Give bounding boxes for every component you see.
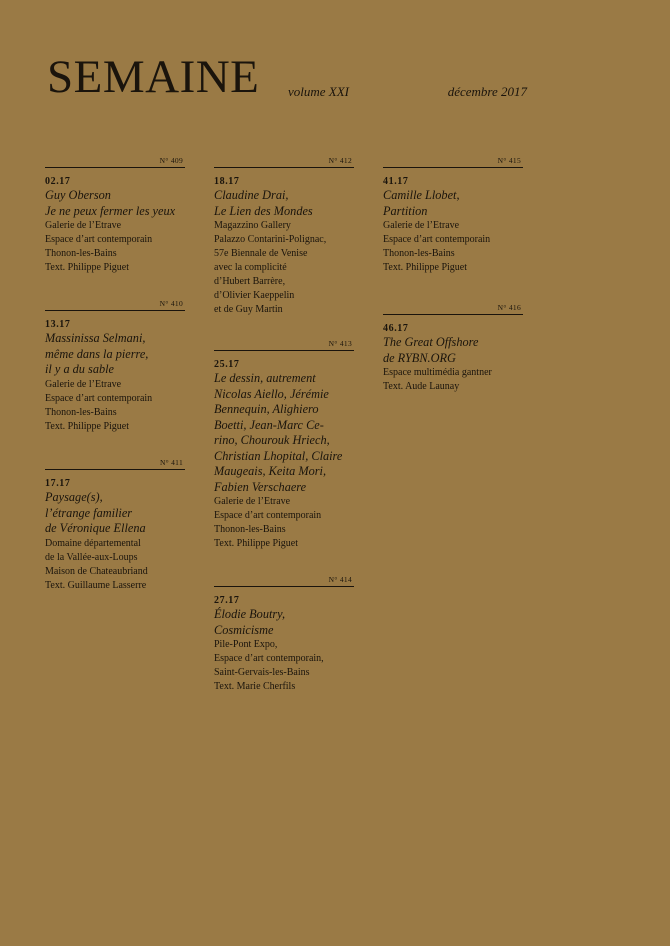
issue-date: décembre 2017 [447, 84, 527, 99]
entry-info-line: et de Guy Martin [214, 304, 283, 315]
entry-number: N° 409 [159, 156, 183, 165]
entry-416 [383, 303, 523, 394]
entry-title-line: de RYBN.ORG [383, 350, 456, 365]
entry-info-line: de la Vallée-aux-Loups [45, 551, 138, 563]
entry-title-line: Le dessin, autrement [214, 371, 316, 385]
entry-title-line: il y a du sable [45, 362, 114, 376]
entry-title-line: même dans la pierre, [45, 346, 149, 361]
entry-date: 25.17 [214, 359, 240, 370]
entry-info-line: Pile-Pont Expo, [214, 639, 278, 650]
entry-info-line: Espace d’art contemporain [45, 392, 153, 404]
entry-info-line: Espace d’art contemporain [383, 234, 491, 245]
entry-number: N° 410 [159, 299, 183, 308]
entry-number: N° 414 [328, 575, 352, 584]
entry-number: N° 411 [159, 458, 183, 467]
entry-title-line: Claudine Drai, [214, 188, 289, 202]
entry-number: N° 413 [328, 339, 352, 348]
entry-date: 02.17 [45, 176, 71, 187]
entry-title-line: The Great Offshore [383, 335, 479, 349]
entry-info-line: Espace d’art contemporain, [214, 653, 324, 664]
entry-info-line: Thonon-les-Bains [45, 248, 117, 259]
entry-title-line: Guy Oberson [45, 188, 111, 202]
entry-413 [214, 339, 354, 551]
entry-title-line: Christian Lhopital, Claire [214, 448, 343, 463]
entry-info-line: 57e Biennale de Venise [214, 248, 308, 259]
entry-info-line: Saint-Gervais-les-Bains [214, 667, 310, 678]
entry-info-line: Palazzo Contarini-Polignac, [214, 234, 327, 245]
entry-date: 41.17 [383, 176, 409, 187]
entry-info-line: Text. Philippe Piguet [214, 538, 299, 549]
entry-info-line: Text. Philippe Piguet [45, 420, 130, 432]
entry-title-line: Le Lien des Mondes [214, 203, 313, 218]
entry-info-line: Galerie de l’Etrave [214, 496, 291, 507]
entry-410 [45, 299, 185, 434]
volume-label: volume XXI [288, 84, 350, 99]
entry-title-line: Cosmicisme [214, 622, 274, 637]
divider [383, 167, 523, 168]
entry-number: N° 415 [497, 156, 521, 165]
entry-info-line: Maison de Chateaubriand [45, 565, 148, 577]
entry-411 [45, 458, 185, 593]
divider [214, 350, 354, 351]
entry-info-line: avec la complicité [214, 262, 287, 273]
entry-info-line: Galerie de l’Etrave [45, 220, 122, 231]
entry-date: 27.17 [214, 595, 240, 606]
entry-info-line: Thonon-les-Bains [214, 524, 286, 535]
entry-title-line: Nicolas Aiello, Jérémie [214, 386, 329, 401]
entry-info-line: d’Hubert Barrère, [214, 276, 286, 287]
entry-title-line: Paysage(s), [45, 490, 103, 504]
entry-info-line: Galerie de l’Etrave [383, 220, 460, 231]
entry-info-line: Espace d’art contemporain [45, 234, 153, 245]
entry-info-line: Espace d’art contemporain [214, 510, 322, 521]
entry-info-line: Espace multimédia gantner [383, 367, 492, 378]
divider [45, 469, 185, 470]
entry-title-line: Fabien Verschaere [214, 479, 307, 494]
entry-title-line: l’étrange familier [45, 505, 133, 520]
entry-info-line: Text. Guillaume Lasserre [45, 579, 147, 591]
entry-title-line: de Véronique Ellena [45, 521, 146, 535]
entry-title-line: Partition [383, 203, 428, 218]
divider [45, 167, 185, 168]
entry-date: 46.17 [383, 323, 409, 334]
entry-info-line: Text. Aude Launay [383, 381, 460, 392]
entry-415 [383, 156, 523, 275]
entry-info-line: Domaine départemental [45, 537, 141, 549]
entry-412 [214, 156, 354, 317]
entry-title-line: Camille Llobet, [383, 188, 460, 202]
entry-title-line: Élodie Boutry, [214, 607, 286, 621]
entry-title-line: Bennequin, Alighiero [214, 402, 319, 416]
entry-title-line: Maugeais, Keita Mori, [214, 464, 327, 478]
divider [45, 310, 185, 311]
entry-date: 18.17 [214, 176, 240, 187]
entry-date: 17.17 [45, 478, 71, 489]
entry-info-line: Thonon-les-Bains [45, 406, 117, 418]
entry-title-line: Massinissa Selmani, [45, 331, 146, 345]
entry-date: 13.17 [45, 319, 71, 330]
entry-info-line: Magazzino Gallery [214, 220, 291, 231]
entry-number: N° 412 [328, 156, 352, 165]
entry-info-line: Text. Marie Cherfils [214, 681, 296, 692]
entry-414 [214, 575, 354, 694]
entry-title-line: Je ne peux fermer les yeux [45, 203, 176, 218]
page-title: SEMAINE [47, 51, 260, 103]
entry-info-line: Galerie de l’Etrave [45, 378, 122, 390]
masthead [47, 52, 527, 104]
entry-number: N° 416 [497, 303, 521, 312]
entry-info-line: Text. Philippe Piguet [45, 262, 130, 273]
entry-title-line: rino, Chourouk Hriech, [214, 433, 330, 447]
entry-info-line: Thonon-les-Bains [383, 248, 455, 259]
divider [383, 314, 523, 315]
divider [214, 586, 354, 587]
entry-title-line: Boetti, Jean-Marc Ce- [214, 417, 324, 432]
entry-409 [45, 156, 185, 275]
divider [214, 167, 354, 168]
entry-info-line: d’Olivier Kaeppelin [214, 290, 295, 301]
entry-info-line: Text. Philippe Piguet [383, 262, 468, 273]
